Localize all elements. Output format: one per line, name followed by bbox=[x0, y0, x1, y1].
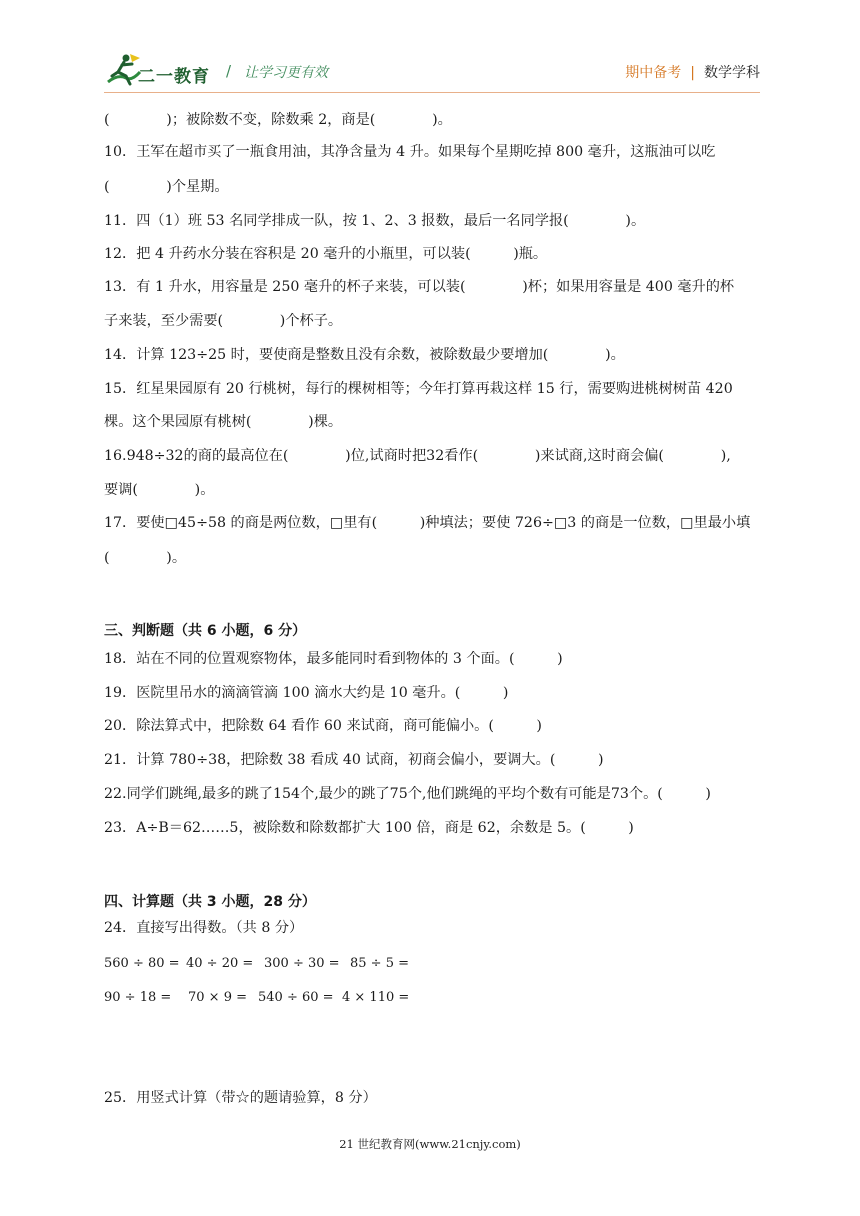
question-line: 17．要使□45÷58 的商是两位数，□里有( )种填法；要使 726÷□3 的商是一位数，□里最小填 bbox=[104, 515, 751, 531]
judgement-item: 19．医院里吊水的滴滴管滴 100 滴水大约是 10 毫升。( ) bbox=[104, 685, 509, 701]
question-line: 13．有 1 升水，用容量是 250 毫升的杯子来装，可以装( )杯；如果用容量是 400 毫升的杯 bbox=[104, 279, 735, 295]
judgement-item: 22.同学们跳绳,最多的跳了154个,最少的跳了75个,他们跳绳的平均个数有可能是73个。( ) bbox=[104, 786, 711, 802]
page-footer: 21 世纪教育网(www.21cnjy.com) bbox=[339, 1137, 521, 1151]
calc-item: 540 ÷ 60 = bbox=[258, 990, 334, 1005]
calc-row-1 bbox=[104, 953, 409, 974]
judgement-item: 20．除法算式中，把除数 64 看作 60 来试商，商可能偏小。( ) bbox=[104, 718, 542, 734]
calc-item: 4 × 110 = bbox=[342, 990, 410, 1005]
exam-type: 期中备考 bbox=[625, 65, 682, 81]
question-line: ( )。 bbox=[104, 550, 187, 566]
question-line: 16.948÷32的商的最高位在( )位,试商时把32看作( )来试商,这时商会偏( ), bbox=[104, 448, 731, 464]
question-line: ( )个星期。 bbox=[104, 179, 229, 195]
calc-item: 90 ÷ 18 = bbox=[104, 990, 172, 1005]
calc-item: 40 ÷ 20 = bbox=[186, 956, 254, 971]
question-line: 12．把 4 升药水分装在容积是 20 毫升的小瓶里，可以装( )瓶。 bbox=[104, 246, 548, 262]
header-separator: | bbox=[690, 65, 695, 81]
page-header bbox=[0, 0, 860, 100]
logo-text: 二一教育 bbox=[138, 67, 210, 87]
question-line: 14．计算 123÷25 时，要使商是整数且没有余数，被除数最少要增加( )。 bbox=[104, 347, 625, 363]
question-line: 15．红星果园原有 20 行桃树，每行的棵树相等；今年打算再栽这样 15 行，需要购进桃树树苗 420 bbox=[104, 381, 733, 397]
question-line: 要调( )。 bbox=[104, 482, 215, 498]
question-24: 24．直接写出得数。（共 8 分） bbox=[104, 920, 304, 936]
slogan-slash: / bbox=[226, 62, 232, 80]
question-line: ( )；被除数不变，除数乘 2，商是( )。 bbox=[104, 112, 452, 128]
logo bbox=[104, 52, 254, 90]
judgement-item: 21．计算 780÷38，把除数 38 看成 40 试商，初商会偏小，要调大。( ) bbox=[104, 752, 604, 768]
judgement-item: 23．A÷B＝62……5，被除数和除数都扩大 100 倍，商是 62，余数是 5。( ) bbox=[104, 820, 634, 836]
subject-name: 数学学科 bbox=[704, 65, 760, 81]
calc-row-2 bbox=[104, 987, 409, 1008]
calc-item: 85 ÷ 5 = bbox=[350, 956, 409, 971]
header-divider bbox=[104, 92, 760, 93]
slogan: 让学习更有效 bbox=[244, 65, 328, 81]
section-title-calculation: 四、计算题（共 3 小题，28 分） bbox=[104, 894, 316, 910]
question-line: 10．王军在超市买了一瓶食用油，其净含量为 4 升。如果每个星期吃掉 800 毫升，这瓶油可以吃 bbox=[104, 144, 716, 160]
section-title-judgement: 三、判断题（共 6 小题，6 分） bbox=[104, 623, 307, 639]
header-subject bbox=[625, 62, 760, 82]
calc-item: 70 × 9 = bbox=[188, 990, 247, 1005]
question-line: 棵。这个果园原有桃树( )棵。 bbox=[104, 414, 343, 430]
question-25: 25．用竖式计算（带☆的题请验算，8 分） bbox=[104, 1090, 377, 1106]
judgement-item: 18．站在不同的位置观察物体，最多能同时看到物体的 3 个面。( ) bbox=[104, 651, 563, 667]
calc-item: 300 ÷ 30 = bbox=[264, 956, 340, 971]
question-line: 11．四（1）班 53 名同学排成一队，按 1、2、3 报数，最后一名同学报( )。 bbox=[104, 213, 646, 229]
calc-item: 560 ÷ 80 = bbox=[104, 956, 180, 971]
question-line: 子来装，至少需要( )个杯子。 bbox=[104, 313, 343, 329]
